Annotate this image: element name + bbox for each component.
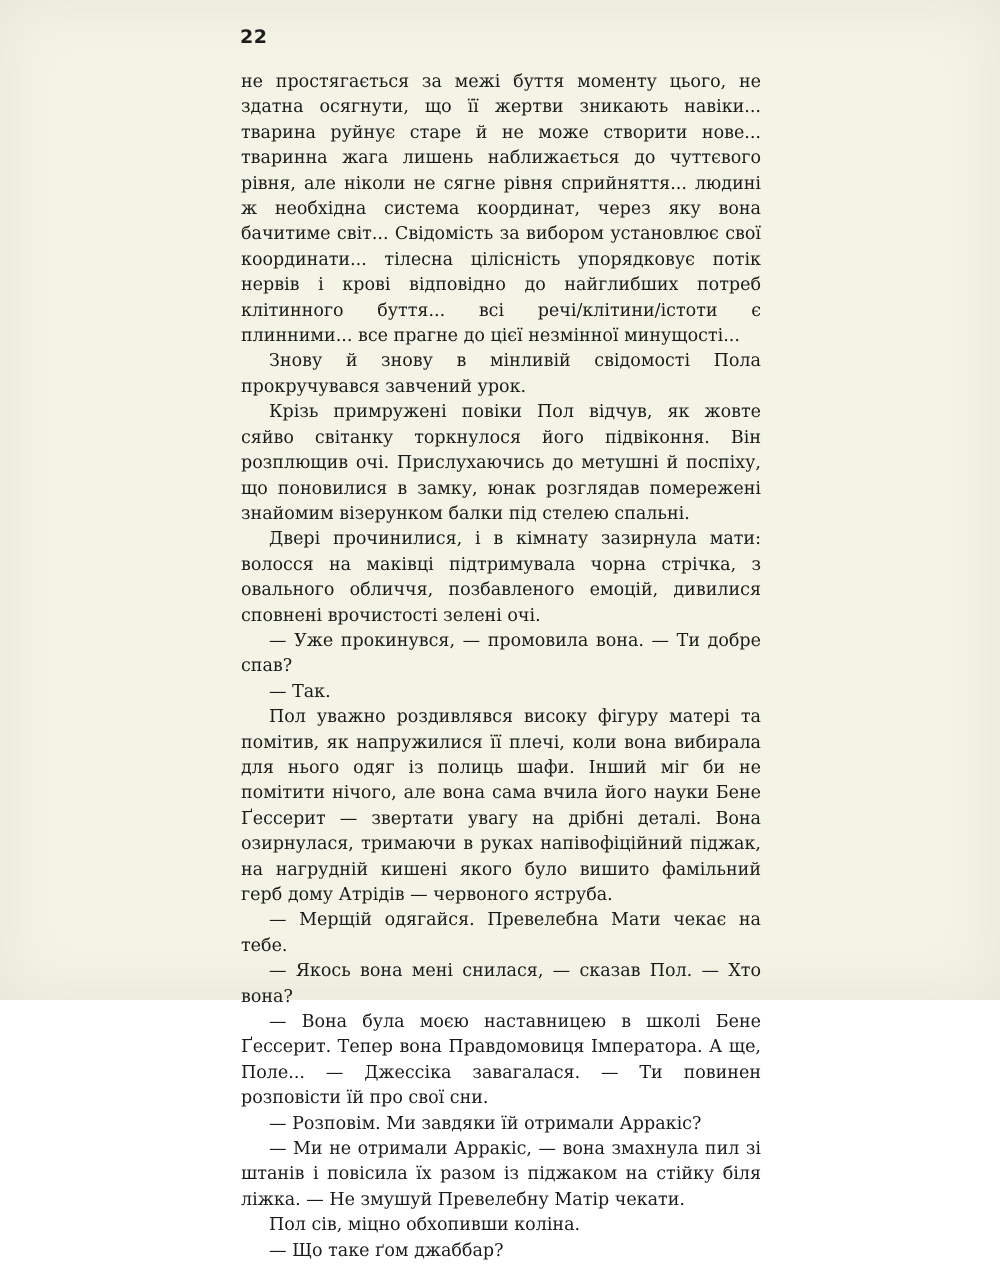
dialogue-line: — Якось вона мені снилася, — сказав Пол. — Хто вона? <box>241 961 761 1007</box>
page-number: 22 <box>240 26 268 48</box>
body-text <box>241 70 761 1264</box>
dialogue-line: — Так. <box>269 681 331 702</box>
dialogue-line: — Розповім. Ми завдяки їй отримали Арракіс? <box>269 1113 702 1134</box>
paragraph: Крізь примружені повіки Пол відчув, як жовте сяйво світанку торкнулося його підвіконня. Він розплющив очі. Прислухаючись до метушні й поспіху, що поновилися в замку, юнак розглядав помережені знайомим візерунком балки під стелею спальні. <box>241 402 761 524</box>
paragraph: Пол уважно роздивлявся високу фігуру матері та помітив, як напружилися її плечі, коли вона вибирала для нього одяг із полиць шафи. Інший міг би не помітити нічого, але вона сама вчила його науки Бене Ґессерит — звертати увагу на дрібні деталі. Вона озирнулася, тримаючи в руках напівофіційний піджак, на нагрудній кишені якого було вишито фамільний герб дому Атрідів — червоного яструба. <box>241 707 761 905</box>
dialogue-line: — Вона була моєю наставницею в школі Бене Ґессерит. Тепер вона Правдомовиця Імператора. А ще, Поле... — Джессіка завагалася. — Ти повинен розповісти їй про свої сни. <box>241 1012 761 1109</box>
dialogue-line: — Що таке ґом джаббар? <box>269 1240 504 1261</box>
dialogue-line: — Ми не отримали Арракіс, — вона змахнула пил зі штанів і повісила їх разом із піджаком на стійку біля ліжка. — Не змушуй Превелебну Матір чекати. <box>241 1139 761 1210</box>
paragraph: Пол сів, міцно обхопивши коліна. <box>269 1215 581 1236</box>
paragraph: Двері прочинилися, і в кімнату зазирнула мати: волосся на маківці підтримувала чорна стрічка, з овального обличчя, позбавленого емоцій, дивилися сповнені врочистості зелені очі. <box>241 529 761 626</box>
paragraph: Знову й знову в мінливій свідомості Пола прокручувався завчений урок. <box>241 351 761 397</box>
dialogue-line: — Уже прокинувся, — промовила вона. — Ти добре спав? <box>241 630 761 677</box>
paragraph: не простягається за межі буття моменту цього, не здатна осягнути, що її жертви зникають навіки... тварина руйнує старе й не може створити нове... тваринна жага лишень наближається до чуттєвого рівня, але ніколи не сягне рівня сприйняття... людині ж необхідна система координат, через яку вона бачитиме світ... Свідомість за вибором установлює свої координати... тілесна цілісність упорядковує потік нервів і крові відповідно до найглибших потреб клітинного буття... всі речі/клітини/істоти є плинними... все прагне до цієї незмінної минущості... <box>241 72 761 347</box>
dialogue-line: — Мерщій одягайся. Превелебна Мати чекає на тебе. <box>241 910 761 956</box>
